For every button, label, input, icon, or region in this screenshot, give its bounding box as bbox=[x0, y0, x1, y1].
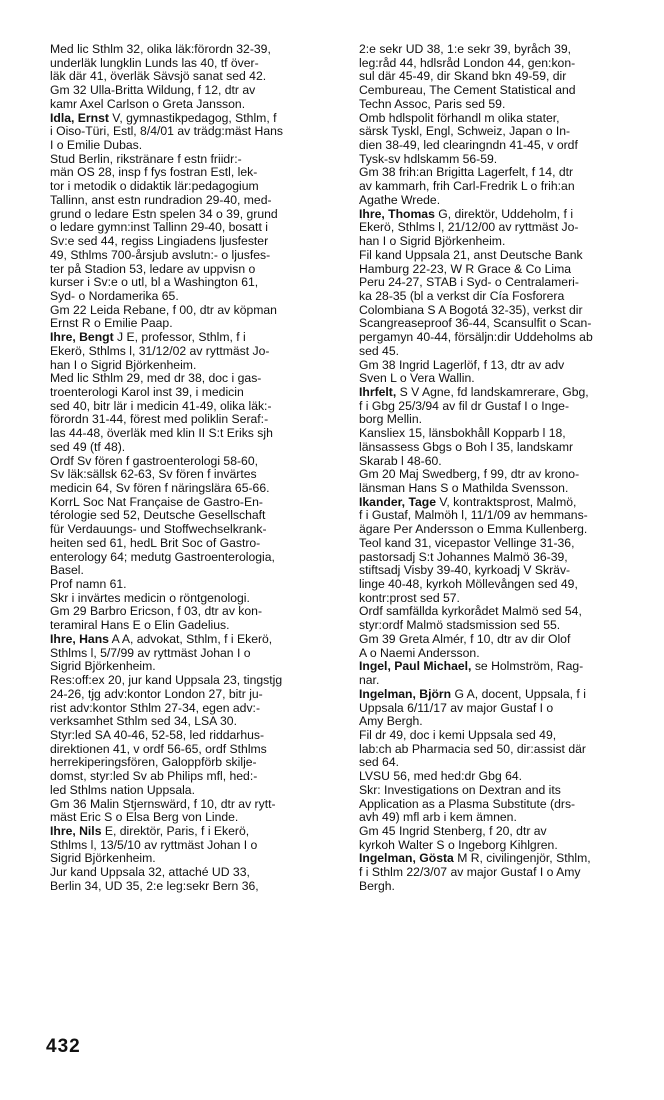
line-text: Sv läk:sällsk 62-63, Sv fören f invärtes bbox=[50, 468, 257, 482]
line-text: o ledare gymn:inst Tallinn 29-40, bosatt i bbox=[50, 221, 268, 235]
line-text: Skarab l 48-60. bbox=[359, 454, 442, 468]
line-text: Gm 39 Greta Almér, f 10, dtr av dir Olof bbox=[359, 632, 571, 646]
text-line bbox=[359, 455, 655, 469]
text-line bbox=[50, 263, 346, 277]
line-text: Hamburg 22-23, W R Grace & Co Lima bbox=[359, 262, 572, 276]
text-line bbox=[50, 592, 346, 606]
text-line bbox=[359, 784, 655, 798]
entry-heading-line bbox=[359, 386, 655, 400]
text-line bbox=[50, 509, 346, 523]
line-text: Cembureau, The Cement Statistical and bbox=[359, 84, 576, 98]
line-text: i Oiso-Türi, Estl, 8/4/01 av trädg:mäst Hans bbox=[50, 125, 284, 139]
text-line bbox=[359, 276, 655, 290]
text-line bbox=[50, 276, 346, 290]
line-text: rist adv:kontor Sthlm 27-34, egen adv:- bbox=[50, 701, 261, 715]
text-line bbox=[359, 427, 655, 441]
entry-heading-line bbox=[359, 496, 655, 510]
line-text: 49, Sthlms 700-årsjub avslutn:- o ljusfes- bbox=[50, 248, 271, 262]
line-text: Ordf Sv fören f gastroenterologi 58-60, bbox=[50, 454, 258, 468]
entry-heading-line bbox=[359, 688, 655, 702]
line-text: länsman Hans S o Mathilda Svensson. bbox=[359, 482, 569, 495]
line-text: Fil kand Uppsala 21, anst Deutsche Bank bbox=[359, 248, 583, 262]
entry-heading-line bbox=[359, 852, 655, 866]
text-line bbox=[359, 756, 655, 770]
line-text: Berlin 34, UD 35, 2:e leg:sekr Bern 36, bbox=[50, 879, 259, 893]
line-text: dien 38-49, led clearingndn 41-45, v ordf bbox=[359, 139, 578, 153]
line-text: E, direktör, Paris, f i Ekerö, bbox=[101, 824, 250, 838]
text-line bbox=[359, 304, 655, 318]
line-text: LVSU 56, med hed:dr Gbg 64. bbox=[359, 770, 523, 784]
text-line bbox=[359, 839, 655, 853]
text-line bbox=[50, 578, 346, 592]
text-line bbox=[50, 702, 346, 716]
line-text: Ekerö, Sthlms l, 31/12/02 av ryttmäst Jo- bbox=[50, 344, 270, 358]
text-line bbox=[50, 427, 346, 441]
line-text: sed 40, bitr lär i medicin 41-49, olika läk:- bbox=[50, 399, 272, 413]
text-line bbox=[359, 770, 655, 784]
text-line bbox=[359, 317, 655, 331]
line-text: se Holmström, Rag- bbox=[471, 660, 584, 674]
text-line bbox=[50, 386, 346, 400]
line-text: Med lic Sthlm 32, olika läk:förordn 32-39, bbox=[50, 43, 271, 56]
line-text: A A, advokat, Sthlm, f i Ekerö, bbox=[108, 632, 273, 646]
text-line bbox=[50, 98, 346, 112]
text-line bbox=[359, 880, 655, 894]
line-text: Jur kand Uppsala 32, attaché UD 33, bbox=[50, 866, 250, 880]
line-text: Prof namn 61. bbox=[50, 578, 127, 592]
text-line bbox=[359, 345, 655, 359]
line-text: Ernst R o Emilie Paap. bbox=[50, 317, 173, 331]
text-line bbox=[50, 660, 346, 674]
line-text: leg:råd 44, hdlsråd London 44, gen:kon- bbox=[359, 56, 576, 70]
text-line bbox=[50, 441, 346, 455]
text-line bbox=[50, 619, 346, 633]
text-line bbox=[359, 359, 655, 373]
line-text: sul där 45-49, dir Skand bkn 49-59, dir bbox=[359, 70, 567, 84]
line-text: M R, civilingenjör, Sthlm, bbox=[453, 852, 591, 866]
text-line bbox=[50, 468, 346, 482]
line-text: Sven L o Vera Wallin. bbox=[359, 372, 475, 386]
text-line bbox=[359, 798, 655, 812]
text-line bbox=[359, 43, 655, 57]
line-text: ter på Stadion 53, ledare av uppvisn o bbox=[50, 262, 256, 276]
line-text: sed 49 (tf 48). bbox=[50, 440, 126, 454]
line-text: ägare Per Andersson o Emma Kullenberg. bbox=[359, 523, 588, 537]
line-text: avh 49) mfl arb i kem ämnen. bbox=[359, 811, 517, 825]
line-text: las 44-48, överläk med klin II S:t Eriks sjh bbox=[50, 427, 273, 441]
line-text: Peru 24-27, STAB i Syd- o Centralameri- bbox=[359, 276, 579, 290]
text-line bbox=[359, 166, 655, 180]
text-line bbox=[359, 290, 655, 304]
text-line bbox=[359, 194, 655, 208]
text-line bbox=[50, 839, 346, 853]
line-text: enterology 64; medutg Gastroenterologia, bbox=[50, 550, 275, 564]
text-line bbox=[50, 70, 346, 84]
line-text: Bergh. bbox=[359, 879, 395, 893]
line-text: I o Emilie Dubas. bbox=[50, 139, 143, 153]
text-line bbox=[359, 235, 655, 249]
text-line bbox=[50, 770, 346, 784]
entry-name: Ihrfelt, bbox=[359, 385, 397, 399]
line-text: linge 40-48, kyrkoh Möllevången sed 49, bbox=[359, 578, 578, 592]
text-line bbox=[359, 743, 655, 757]
text-line bbox=[50, 784, 346, 798]
line-text: Gm 32 Ulla-Britta Wildung, f 12, dtr av bbox=[50, 84, 256, 98]
text-line bbox=[359, 564, 655, 578]
line-text: V, gymnastikpedagog, Sthlm, f bbox=[108, 111, 277, 125]
text-line bbox=[50, 866, 346, 880]
line-text: J E, professor, Sthlm, f i bbox=[113, 331, 246, 345]
line-text: Gm 45 Ingrid Stenberg, f 20, dtr av bbox=[359, 824, 547, 838]
line-text: Sthlms l, 5/7/99 av ryttmäst Johan I o bbox=[50, 646, 251, 660]
text-line bbox=[50, 482, 346, 496]
text-line bbox=[50, 84, 346, 98]
line-text: läk där 41, överläk Sävsjö sanat sed 42. bbox=[50, 70, 267, 84]
text-line bbox=[359, 647, 655, 661]
text-line bbox=[359, 537, 655, 551]
line-text: Techn Assoc, Paris sed 59. bbox=[359, 97, 506, 111]
text-line bbox=[359, 221, 655, 235]
line-text: pergamyn 40-44, försäljn:dir Uddeholms ab bbox=[359, 331, 593, 345]
line-text: Sigrid Björkenheim. bbox=[50, 660, 156, 674]
text-line bbox=[50, 57, 346, 71]
line-text: Styr:led SA 40-46, 52-58, led riddarhus- bbox=[50, 728, 265, 742]
text-line bbox=[50, 153, 346, 167]
text-line bbox=[50, 715, 346, 729]
line-text: Agathe Wrede. bbox=[359, 193, 441, 207]
text-line bbox=[359, 866, 655, 880]
line-text: kontr:prost sed 57. bbox=[359, 591, 460, 605]
entry-name: Ikander, Tage bbox=[359, 495, 436, 509]
entry-heading-line bbox=[50, 112, 346, 126]
line-text: kyrkoh Walter S o Ingeborg Kihlgren. bbox=[359, 838, 558, 852]
line-text: Fil dr 49, doc i kemi Uppsala sed 49, bbox=[359, 728, 557, 742]
text-line bbox=[359, 125, 655, 139]
line-text: direktionen 41, v ordf 56-65, ordf Sthlms bbox=[50, 742, 267, 756]
line-text: domst, styr:led Sv ab Philips mfl, hed:- bbox=[50, 770, 258, 784]
line-text: Skr i invärtes medicin o röntgenologi. bbox=[50, 591, 250, 605]
line-text: Omb hdlspolit förhandl m olika stater, bbox=[359, 111, 560, 125]
line-text: tor i metodik o didaktik lär:pedagogium bbox=[50, 180, 259, 194]
text-line bbox=[359, 702, 655, 716]
text-line bbox=[50, 180, 346, 194]
text-line bbox=[50, 756, 346, 770]
line-text: ka 28-35 (bl a verkst dir Cía Fosforera bbox=[359, 289, 565, 303]
line-text: sed 45. bbox=[359, 344, 399, 358]
text-line bbox=[50, 125, 346, 139]
text-line bbox=[359, 509, 655, 523]
line-text: särsk Tyskl, Engl, Schweiz, Japan o In- bbox=[359, 125, 571, 139]
line-text: Tallinn, anst estn rundradion 29-40, med- bbox=[50, 193, 272, 207]
entry-name: Ihre, Nils bbox=[50, 824, 102, 838]
line-text: mäst Eric S o Elsa Berg von Linde. bbox=[50, 811, 239, 825]
entry-name: Idla, Ernst bbox=[50, 111, 109, 125]
line-text: für Verdauungs- und Stoffwechselkrank- bbox=[50, 523, 267, 537]
text-line bbox=[50, 249, 346, 263]
line-text: Skr: Investigations on Dextran and its bbox=[359, 783, 561, 797]
text-line bbox=[359, 331, 655, 345]
entry-name: Ihre, Hans bbox=[50, 632, 109, 646]
line-text: Application as a Plasma Substitute (drs- bbox=[359, 797, 576, 811]
line-text: Gm 22 Leida Rebane, f 00, dtr av köpman bbox=[50, 303, 277, 317]
line-text: av kammarh, frih Carl-Fredrik L o frih:an bbox=[359, 180, 575, 194]
entry-heading-line bbox=[50, 825, 346, 839]
text-line bbox=[359, 400, 655, 414]
line-text: f i Gustaf, Malmöh l, 11/1/09 av hemmans- bbox=[359, 509, 588, 523]
text-line bbox=[359, 468, 655, 482]
line-text: Ordf samfällda kyrkorådet Malmö sed 54, bbox=[359, 605, 582, 619]
line-text: Res:off:ex 20, jur kand Uppsala 23, tingstjg bbox=[50, 674, 283, 688]
text-line bbox=[50, 647, 346, 661]
line-text: borg Mellin. bbox=[359, 413, 422, 427]
text-line bbox=[50, 880, 346, 894]
line-text: Gm 29 Barbro Ericson, f 03, dtr av kon- bbox=[50, 605, 263, 619]
text-line bbox=[359, 633, 655, 647]
entry-heading-line bbox=[50, 633, 346, 647]
line-text: Stud Berlin, rikstränare f estn friidr:- bbox=[50, 152, 242, 166]
text-line bbox=[359, 153, 655, 167]
text-line bbox=[50, 208, 346, 222]
line-text: f i Sthlm 22/3/07 av major Gustaf I o Amy bbox=[359, 866, 581, 880]
line-text: Colombiana S A Bogotá 32-35), verkst dir bbox=[359, 303, 583, 317]
text-line bbox=[50, 345, 346, 359]
line-text: Gm 36 Malin Stjernswärd, f 10, dtr av rytt- bbox=[50, 797, 276, 811]
text-line bbox=[359, 263, 655, 277]
line-text: Syd- o Nordamerika 65. bbox=[50, 289, 179, 303]
entry-name: Ingelman, Björn bbox=[359, 687, 452, 701]
entry-name: Ingel, Paul Michael, bbox=[359, 660, 472, 674]
text-line bbox=[359, 674, 655, 688]
line-text: S V Agne, fd landskamrerare, Gbg, bbox=[396, 385, 589, 399]
text-line bbox=[359, 70, 655, 84]
text-line bbox=[50, 290, 346, 304]
text-line bbox=[359, 139, 655, 153]
text-line bbox=[50, 221, 346, 235]
text-line bbox=[50, 605, 346, 619]
text-line bbox=[50, 139, 346, 153]
text-line bbox=[359, 729, 655, 743]
text-line bbox=[359, 98, 655, 112]
text-line bbox=[359, 551, 655, 565]
line-text: verksamhet Sthlm sed 34, LSA 30. bbox=[50, 715, 237, 729]
line-text: Gm 38 Ingrid Lagerlöf, f 13, dtr av adv bbox=[359, 358, 565, 372]
line-text: V, kontraktsprost, Malmö, bbox=[436, 495, 577, 509]
text-line bbox=[359, 811, 655, 825]
line-text: lab:ch ab Pharmacia sed 50, dir:assist där bbox=[359, 742, 586, 756]
text-line bbox=[50, 43, 346, 57]
line-text: A o Naemi Andersson. bbox=[359, 646, 480, 660]
entry-heading-line bbox=[50, 331, 346, 345]
text-line bbox=[359, 84, 655, 98]
text-line bbox=[50, 811, 346, 825]
entry-name: Ihre, Bengt bbox=[50, 331, 114, 345]
text-line bbox=[50, 523, 346, 537]
text-line bbox=[50, 400, 346, 414]
text-line bbox=[50, 743, 346, 757]
text-line bbox=[359, 523, 655, 537]
text-line bbox=[359, 112, 655, 126]
text-line bbox=[359, 592, 655, 606]
line-text: kurser i Sv:e o utl, bl a Washington 61, bbox=[50, 276, 259, 290]
text-line bbox=[50, 496, 346, 510]
right-column bbox=[359, 43, 655, 894]
text-line bbox=[359, 372, 655, 386]
line-text: män OS 28, insp f fys fostran Estl, lek- bbox=[50, 166, 258, 180]
line-text: herrekiperingsfören, Galoppförb skilje- bbox=[50, 756, 257, 770]
text-line bbox=[50, 304, 346, 318]
text-line bbox=[50, 455, 346, 469]
text-line bbox=[359, 413, 655, 427]
left-column bbox=[50, 43, 346, 894]
page-number: 432 bbox=[46, 1036, 81, 1057]
text-line bbox=[50, 564, 346, 578]
line-text: Teol kand 31, vicepastor Vellinge 31-36, bbox=[359, 536, 575, 550]
text-line bbox=[50, 194, 346, 208]
text-line bbox=[50, 166, 346, 180]
text-line bbox=[359, 715, 655, 729]
line-text: pastorsadj S:t Johannes Malmö 36-39, bbox=[359, 550, 568, 564]
line-text: f i Gbg 25/3/94 av fil dr Gustaf I o Inge- bbox=[359, 399, 570, 413]
text-line bbox=[359, 619, 655, 633]
text-line bbox=[359, 57, 655, 71]
text-line bbox=[359, 578, 655, 592]
text-line bbox=[50, 317, 346, 331]
text-line bbox=[359, 441, 655, 455]
line-text: förordn 31-44, förest med poliklin Seraf:- bbox=[50, 413, 269, 427]
line-text: térologie sed 52, Deutsche Gesellschaft bbox=[50, 509, 266, 523]
line-text: 24-26, tjg adv:kontor London 27, bitr ju- bbox=[50, 687, 263, 701]
line-text: medicin 64, Sv fören f näringslära 65-66. bbox=[50, 482, 270, 495]
line-text: Sigrid Björkenheim. bbox=[50, 852, 156, 866]
line-text: Tysk-sv hdlskamm 56-59. bbox=[359, 152, 498, 166]
line-text: Uppsala 6/11/17 av major Gustaf I o bbox=[359, 701, 554, 715]
line-text: led Sthlms nation Uppsala. bbox=[50, 783, 195, 797]
line-text: nar. bbox=[359, 674, 380, 688]
line-text: Amy Bergh. bbox=[359, 715, 423, 729]
line-text: Basel. bbox=[50, 564, 84, 578]
line-text: G A, docent, Uppsala, f i bbox=[451, 687, 586, 701]
text-line bbox=[50, 413, 346, 427]
line-text: troenterologi Karol inst 39, i medicin bbox=[50, 385, 244, 399]
text-line bbox=[50, 674, 346, 688]
entry-name: Ingelman, Gösta bbox=[359, 852, 454, 866]
line-text: Sthlms l, 13/5/10 av ryttmäst Johan I o bbox=[50, 838, 258, 852]
line-text: 2:e sekr UD 38, 1:e sekr 39, byråch 39, bbox=[359, 43, 572, 56]
text-line bbox=[50, 551, 346, 565]
line-text: kamr Axel Carlson o Greta Jansson. bbox=[50, 97, 246, 111]
line-text: sed 64. bbox=[359, 756, 399, 770]
line-text: stiftsadj Visby 39-40, kyrkoadj V Skräv- bbox=[359, 564, 571, 578]
text-line bbox=[50, 688, 346, 702]
entry-heading-line bbox=[359, 208, 655, 222]
text-line bbox=[50, 372, 346, 386]
line-text: grund o ledare Estn spelen 34 o 39, grund bbox=[50, 207, 278, 221]
entry-heading-line bbox=[359, 660, 655, 674]
text-line bbox=[50, 537, 346, 551]
text-line bbox=[359, 825, 655, 839]
line-text: han I o Sigrid Björkenheim. bbox=[359, 235, 506, 249]
line-text: G, direktör, Uddeholm, f i bbox=[434, 207, 574, 221]
text-line bbox=[50, 852, 346, 866]
line-text: underläk lungklin Lunds las 40, tf över- bbox=[50, 56, 259, 70]
line-text: Sv:e sed 44, regiss Lingiadens ljusfester bbox=[50, 235, 269, 249]
entry-name: Ihre, Thomas bbox=[359, 207, 435, 221]
text-line bbox=[359, 249, 655, 263]
line-text: Ekerö, Sthlms l, 21/12/00 av ryttmäst Jo- bbox=[359, 221, 579, 235]
line-text: Med lic Sthlm 29, med dr 38, doc i gas- bbox=[50, 372, 262, 386]
line-text: Scangreaseproof 36-44, Scansulfit o Scan- bbox=[359, 317, 592, 331]
line-text: Gm 20 Maj Swedberg, f 99, dtr av krono- bbox=[359, 468, 580, 482]
text-line bbox=[359, 180, 655, 194]
text-line bbox=[359, 482, 655, 496]
text-line bbox=[50, 359, 346, 373]
text-line bbox=[50, 798, 346, 812]
line-text: länsassess Gbgs o Boh l 35, landskamr bbox=[359, 440, 574, 454]
line-text: KorrL Soc Nat Française de Gastro-En- bbox=[50, 495, 263, 509]
line-text: teramiral Hans E o Elin Gadelius. bbox=[50, 619, 230, 633]
text-line bbox=[50, 235, 346, 249]
line-text: heiten sed 61, hedL Brit Soc of Gastro- bbox=[50, 536, 261, 550]
line-text: Kansliex 15, länsbokhåll Kopparb l 18, bbox=[359, 427, 566, 441]
text-line bbox=[359, 605, 655, 619]
line-text: styr:ordf Malmö stadsmission sed 55. bbox=[359, 619, 561, 633]
text-line bbox=[50, 729, 346, 743]
line-text: han I o Sigrid Björkenheim. bbox=[50, 358, 197, 372]
line-text: Gm 38 frih:an Brigitta Lagerfelt, f 14, dtr bbox=[359, 166, 574, 180]
